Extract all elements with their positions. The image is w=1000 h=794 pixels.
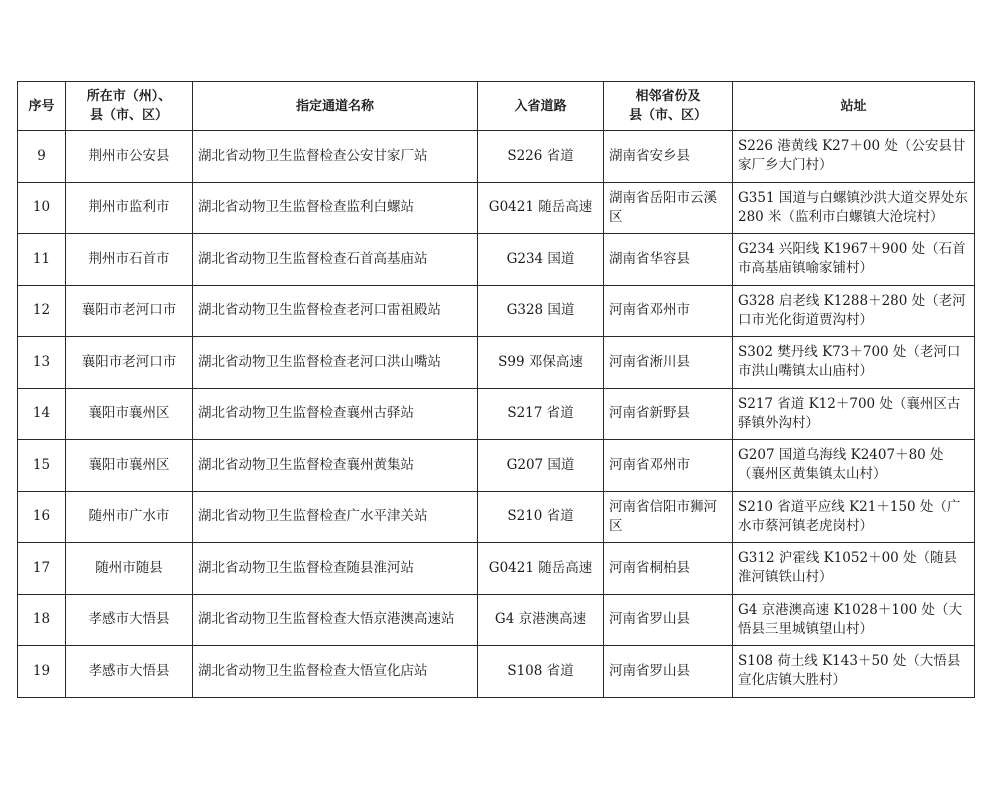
header-city-line1: 所在市（州）、 xyxy=(86,89,172,104)
cell-seq: 13 xyxy=(18,337,66,389)
cell-station-name: 湖北省动物卫生监督检查广水平津关站 xyxy=(193,491,478,543)
table-row xyxy=(18,543,975,595)
cell-city: 荆州市石首市 xyxy=(66,234,193,286)
cell-neighbor: 湖南省华容县 xyxy=(604,234,733,286)
cell-neighbor: 河南省桐柏县 xyxy=(604,543,733,595)
cell-seq: 19 xyxy=(18,646,66,698)
cell-seq: 15 xyxy=(18,440,66,492)
cell-entry-road: G0421 随岳高速 xyxy=(478,182,604,234)
cell-neighbor: 河南省罗山县 xyxy=(604,646,733,698)
cell-address: G328 启老线 K1288＋280 处（老河口市光化街道贾沟村） xyxy=(733,285,975,337)
cell-entry-road: G207 国道 xyxy=(478,440,604,492)
cell-seq: 11 xyxy=(18,234,66,286)
cell-city: 孝感市大悟县 xyxy=(66,594,193,646)
cell-city: 襄阳市老河口市 xyxy=(66,337,193,389)
cell-city: 孝感市大悟县 xyxy=(66,646,193,698)
cell-address: S108 荷土线 K143＋50 处（大悟县宣化店镇大胜村） xyxy=(733,646,975,698)
table-row xyxy=(18,646,975,698)
cell-seq: 17 xyxy=(18,543,66,595)
table-row xyxy=(18,594,975,646)
cell-entry-road: S108 省道 xyxy=(478,646,604,698)
cell-station-name: 湖北省动物卫生监督检查公安甘家厂站 xyxy=(193,131,478,183)
cell-neighbor: 湖南省岳阳市云溪区 xyxy=(604,182,733,234)
cell-station-name: 湖北省动物卫生监督检查老河口雷祖殿站 xyxy=(193,285,478,337)
cell-address: G207 国道乌海线 K2407＋80 处（襄州区黄集镇太山村） xyxy=(733,440,975,492)
header-neighbor-line1: 相邻省份及 xyxy=(635,89,701,104)
cell-neighbor: 河南省罗山县 xyxy=(604,594,733,646)
cell-station-name: 湖北省动物卫生监督检查大悟宣化店站 xyxy=(193,646,478,698)
cell-entry-road: G328 国道 xyxy=(478,285,604,337)
cell-city: 随州市广水市 xyxy=(66,491,193,543)
cell-address: G4 京港澳高速 K1028＋100 处（大悟县三里城镇望山村） xyxy=(733,594,975,646)
cell-neighbor: 河南省新野县 xyxy=(604,388,733,440)
table-row xyxy=(18,388,975,440)
cell-city: 襄阳市老河口市 xyxy=(66,285,193,337)
cell-address: G312 沪霍线 K1052＋00 处（随县淮河镇铁山村） xyxy=(733,543,975,595)
table-row xyxy=(18,131,975,183)
cell-entry-road: G234 国道 xyxy=(478,234,604,286)
cell-entry-road: S217 省道 xyxy=(478,388,604,440)
cell-neighbor: 河南省邓州市 xyxy=(604,440,733,492)
cell-entry-road: S226 省道 xyxy=(478,131,604,183)
table-row xyxy=(18,337,975,389)
cell-station-name: 湖北省动物卫生监督检查石首高基庙站 xyxy=(193,234,478,286)
cell-seq: 10 xyxy=(18,182,66,234)
table-header-row xyxy=(18,82,975,131)
cell-station-name: 湖北省动物卫生监督检查襄州古驿站 xyxy=(193,388,478,440)
cell-seq: 12 xyxy=(18,285,66,337)
cell-station-name: 湖北省动物卫生监督检查老河口洪山嘴站 xyxy=(193,337,478,389)
header-neighbor xyxy=(604,82,733,131)
cell-entry-road: G0421 随岳高速 xyxy=(478,543,604,595)
header-city xyxy=(66,82,193,131)
cell-neighbor: 河南省邓州市 xyxy=(604,285,733,337)
cell-address: S302 樊丹线 K73＋700 处（老河口市洪山嘴镇太山庙村） xyxy=(733,337,975,389)
checkpoint-table xyxy=(17,81,975,698)
cell-address: S217 省道 K12＋700 处（襄州区古驿镇外沟村） xyxy=(733,388,975,440)
table-row xyxy=(18,285,975,337)
cell-seq: 14 xyxy=(18,388,66,440)
cell-station-name: 湖北省动物卫生监督检查襄州黄集站 xyxy=(193,440,478,492)
cell-address: G351 国道与白螺镇沙洪大道交界处东 280 米（监利市白螺镇大沧垸村） xyxy=(733,182,975,234)
cell-city: 襄阳市襄州区 xyxy=(66,440,193,492)
cell-station-name: 湖北省动物卫生监督检查监利白螺站 xyxy=(193,182,478,234)
cell-seq: 16 xyxy=(18,491,66,543)
cell-city: 随州市随县 xyxy=(66,543,193,595)
cell-seq: 18 xyxy=(18,594,66,646)
cell-station-name: 湖北省动物卫生监督检查大悟京港澳高速站 xyxy=(193,594,478,646)
cell-city: 襄阳市襄州区 xyxy=(66,388,193,440)
cell-neighbor: 河南省信阳市狮河区 xyxy=(604,491,733,543)
cell-address: S210 省道平应线 K21＋150 处（广水市蔡河镇老虎岗村） xyxy=(733,491,975,543)
header-neighbor-line2: 县（市、区） xyxy=(628,108,707,123)
header-entry-road: 入省道路 xyxy=(478,82,604,131)
table-row xyxy=(18,440,975,492)
cell-address: G234 兴阳线 K1967＋900 处（石首市高基庙镇喻家铺村） xyxy=(733,234,975,286)
table-row xyxy=(18,182,975,234)
cell-station-name: 湖北省动物卫生监督检查随县淮河站 xyxy=(193,543,478,595)
cell-entry-road: G4 京港澳高速 xyxy=(478,594,604,646)
cell-entry-road: S210 省道 xyxy=(478,491,604,543)
header-city-line2: 县（市、区） xyxy=(89,108,168,123)
header-address: 站址 xyxy=(733,82,975,131)
header-station-name: 指定通道名称 xyxy=(193,82,478,131)
cell-address: S226 港黄线 K27＋00 处（公安县甘家厂乡大门村） xyxy=(733,131,975,183)
cell-neighbor: 河南省淅川县 xyxy=(604,337,733,389)
header-seq: 序号 xyxy=(18,82,66,131)
cell-city: 荆州市公安县 xyxy=(66,131,193,183)
cell-entry-road: S99 邓保高速 xyxy=(478,337,604,389)
cell-seq: 9 xyxy=(18,131,66,183)
cell-neighbor: 湖南省安乡县 xyxy=(604,131,733,183)
cell-city: 荆州市监利市 xyxy=(66,182,193,234)
table-row xyxy=(18,234,975,286)
table-row xyxy=(18,491,975,543)
